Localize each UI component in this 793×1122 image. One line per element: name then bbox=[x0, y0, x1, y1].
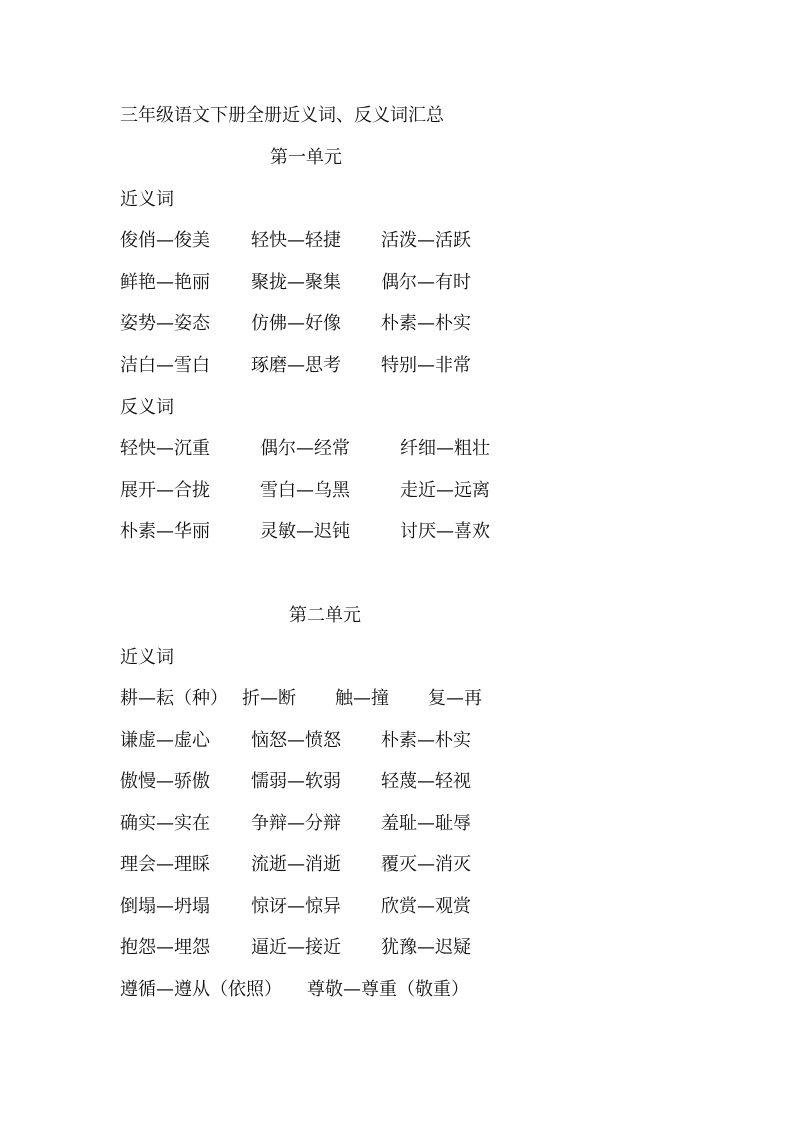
unit1-synonym-row bbox=[120, 271, 471, 295]
word-pair: 尊敬—尊重（敬重） bbox=[307, 979, 469, 1000]
word-pair: 特别—非常 bbox=[381, 355, 471, 376]
unit1-antonym-row bbox=[120, 479, 490, 503]
unit2-synonym-row bbox=[120, 895, 471, 919]
word-pair: 轻快—轻捷 bbox=[251, 230, 341, 251]
word-pair: 折—断 bbox=[242, 688, 296, 709]
word-pair: 遵循—遵从（依照） bbox=[120, 979, 282, 1000]
word-pair: 耕—耘（种） bbox=[120, 688, 228, 709]
unit2-synonym-row bbox=[120, 978, 469, 1002]
word-pair: 羞耻—耻辱 bbox=[381, 813, 471, 834]
word-pair: 欣赏—观赏 bbox=[381, 896, 471, 917]
word-pair: 朴素—朴实 bbox=[381, 313, 471, 334]
unit2-synonym-row bbox=[120, 936, 471, 960]
word-pair: 倒塌—坍塌 bbox=[120, 896, 210, 917]
word-pair: 确实—实在 bbox=[120, 813, 210, 834]
word-pair: 讨厌—喜欢 bbox=[400, 521, 490, 542]
word-pair: 抱怨—埋怨 bbox=[120, 937, 210, 958]
word-pair: 恼怒—愤怒 bbox=[251, 730, 341, 751]
word-pair: 轻蔑—轻视 bbox=[381, 771, 471, 792]
unit1-synonym-row bbox=[120, 312, 471, 336]
word-pair: 复—再 bbox=[428, 688, 482, 709]
word-pair: 覆灭—消灭 bbox=[381, 854, 471, 875]
unit1-synonym-row bbox=[120, 229, 471, 253]
unit1-antonyms-label: 反义词 bbox=[120, 397, 174, 418]
word-pair: 聚拢—聚集 bbox=[251, 272, 341, 293]
unit1-antonym-row bbox=[120, 520, 490, 544]
word-pair: 傲慢—骄傲 bbox=[120, 771, 210, 792]
word-pair: 犹豫—迟疑 bbox=[381, 937, 471, 958]
unit2-synonym-row bbox=[120, 687, 482, 711]
word-pair: 活泼—活跃 bbox=[381, 230, 471, 251]
word-pair: 俊俏—俊美 bbox=[120, 230, 210, 251]
unit2-synonyms-label: 近义词 bbox=[120, 647, 174, 668]
unit2-synonym-row bbox=[120, 853, 471, 877]
unit1-synonym-row bbox=[120, 354, 471, 378]
word-pair: 洁白—雪白 bbox=[120, 355, 210, 376]
word-pair: 逼近—接近 bbox=[251, 937, 341, 958]
document-title: 三年级语文下册全册近义词、反义词汇总 bbox=[120, 105, 444, 126]
unit2-synonym-row bbox=[120, 812, 471, 836]
word-pair: 偶尔—有时 bbox=[381, 272, 471, 293]
word-pair: 姿势—姿态 bbox=[120, 313, 210, 334]
word-pair: 谦虚—虚心 bbox=[120, 730, 210, 751]
word-pair: 争辩—分辩 bbox=[251, 813, 341, 834]
word-pair: 惊讶—惊异 bbox=[251, 896, 341, 917]
word-pair: 懦弱—软弱 bbox=[251, 771, 341, 792]
word-pair: 雪白—乌黑 bbox=[260, 480, 350, 501]
word-pair: 灵敏—迟钝 bbox=[260, 521, 350, 542]
word-pair: 偶尔—经常 bbox=[260, 438, 350, 459]
unit2-heading: 第二单元 bbox=[289, 605, 361, 626]
word-pair: 触—撞 bbox=[335, 688, 389, 709]
word-pair: 走近—远离 bbox=[400, 480, 490, 501]
word-pair: 流逝—消逝 bbox=[251, 854, 341, 875]
word-pair: 轻快—沉重 bbox=[120, 438, 210, 459]
word-pair: 琢磨—思考 bbox=[251, 355, 341, 376]
word-pair: 鲜艳—艳丽 bbox=[120, 272, 210, 293]
word-pair: 理会—理睬 bbox=[120, 854, 210, 875]
unit1-synonyms-label: 近义词 bbox=[120, 189, 174, 210]
word-pair: 朴素—朴实 bbox=[381, 730, 471, 751]
word-pair: 纤细—粗壮 bbox=[400, 438, 490, 459]
unit2-synonym-row bbox=[120, 770, 471, 794]
unit1-antonym-row bbox=[120, 437, 490, 461]
unit2-synonym-row bbox=[120, 729, 471, 753]
word-pair: 仿佛—好像 bbox=[251, 313, 341, 334]
unit1-heading: 第一单元 bbox=[270, 147, 342, 168]
word-pair: 展开—合拢 bbox=[120, 480, 210, 501]
word-pair: 朴素—华丽 bbox=[120, 521, 210, 542]
